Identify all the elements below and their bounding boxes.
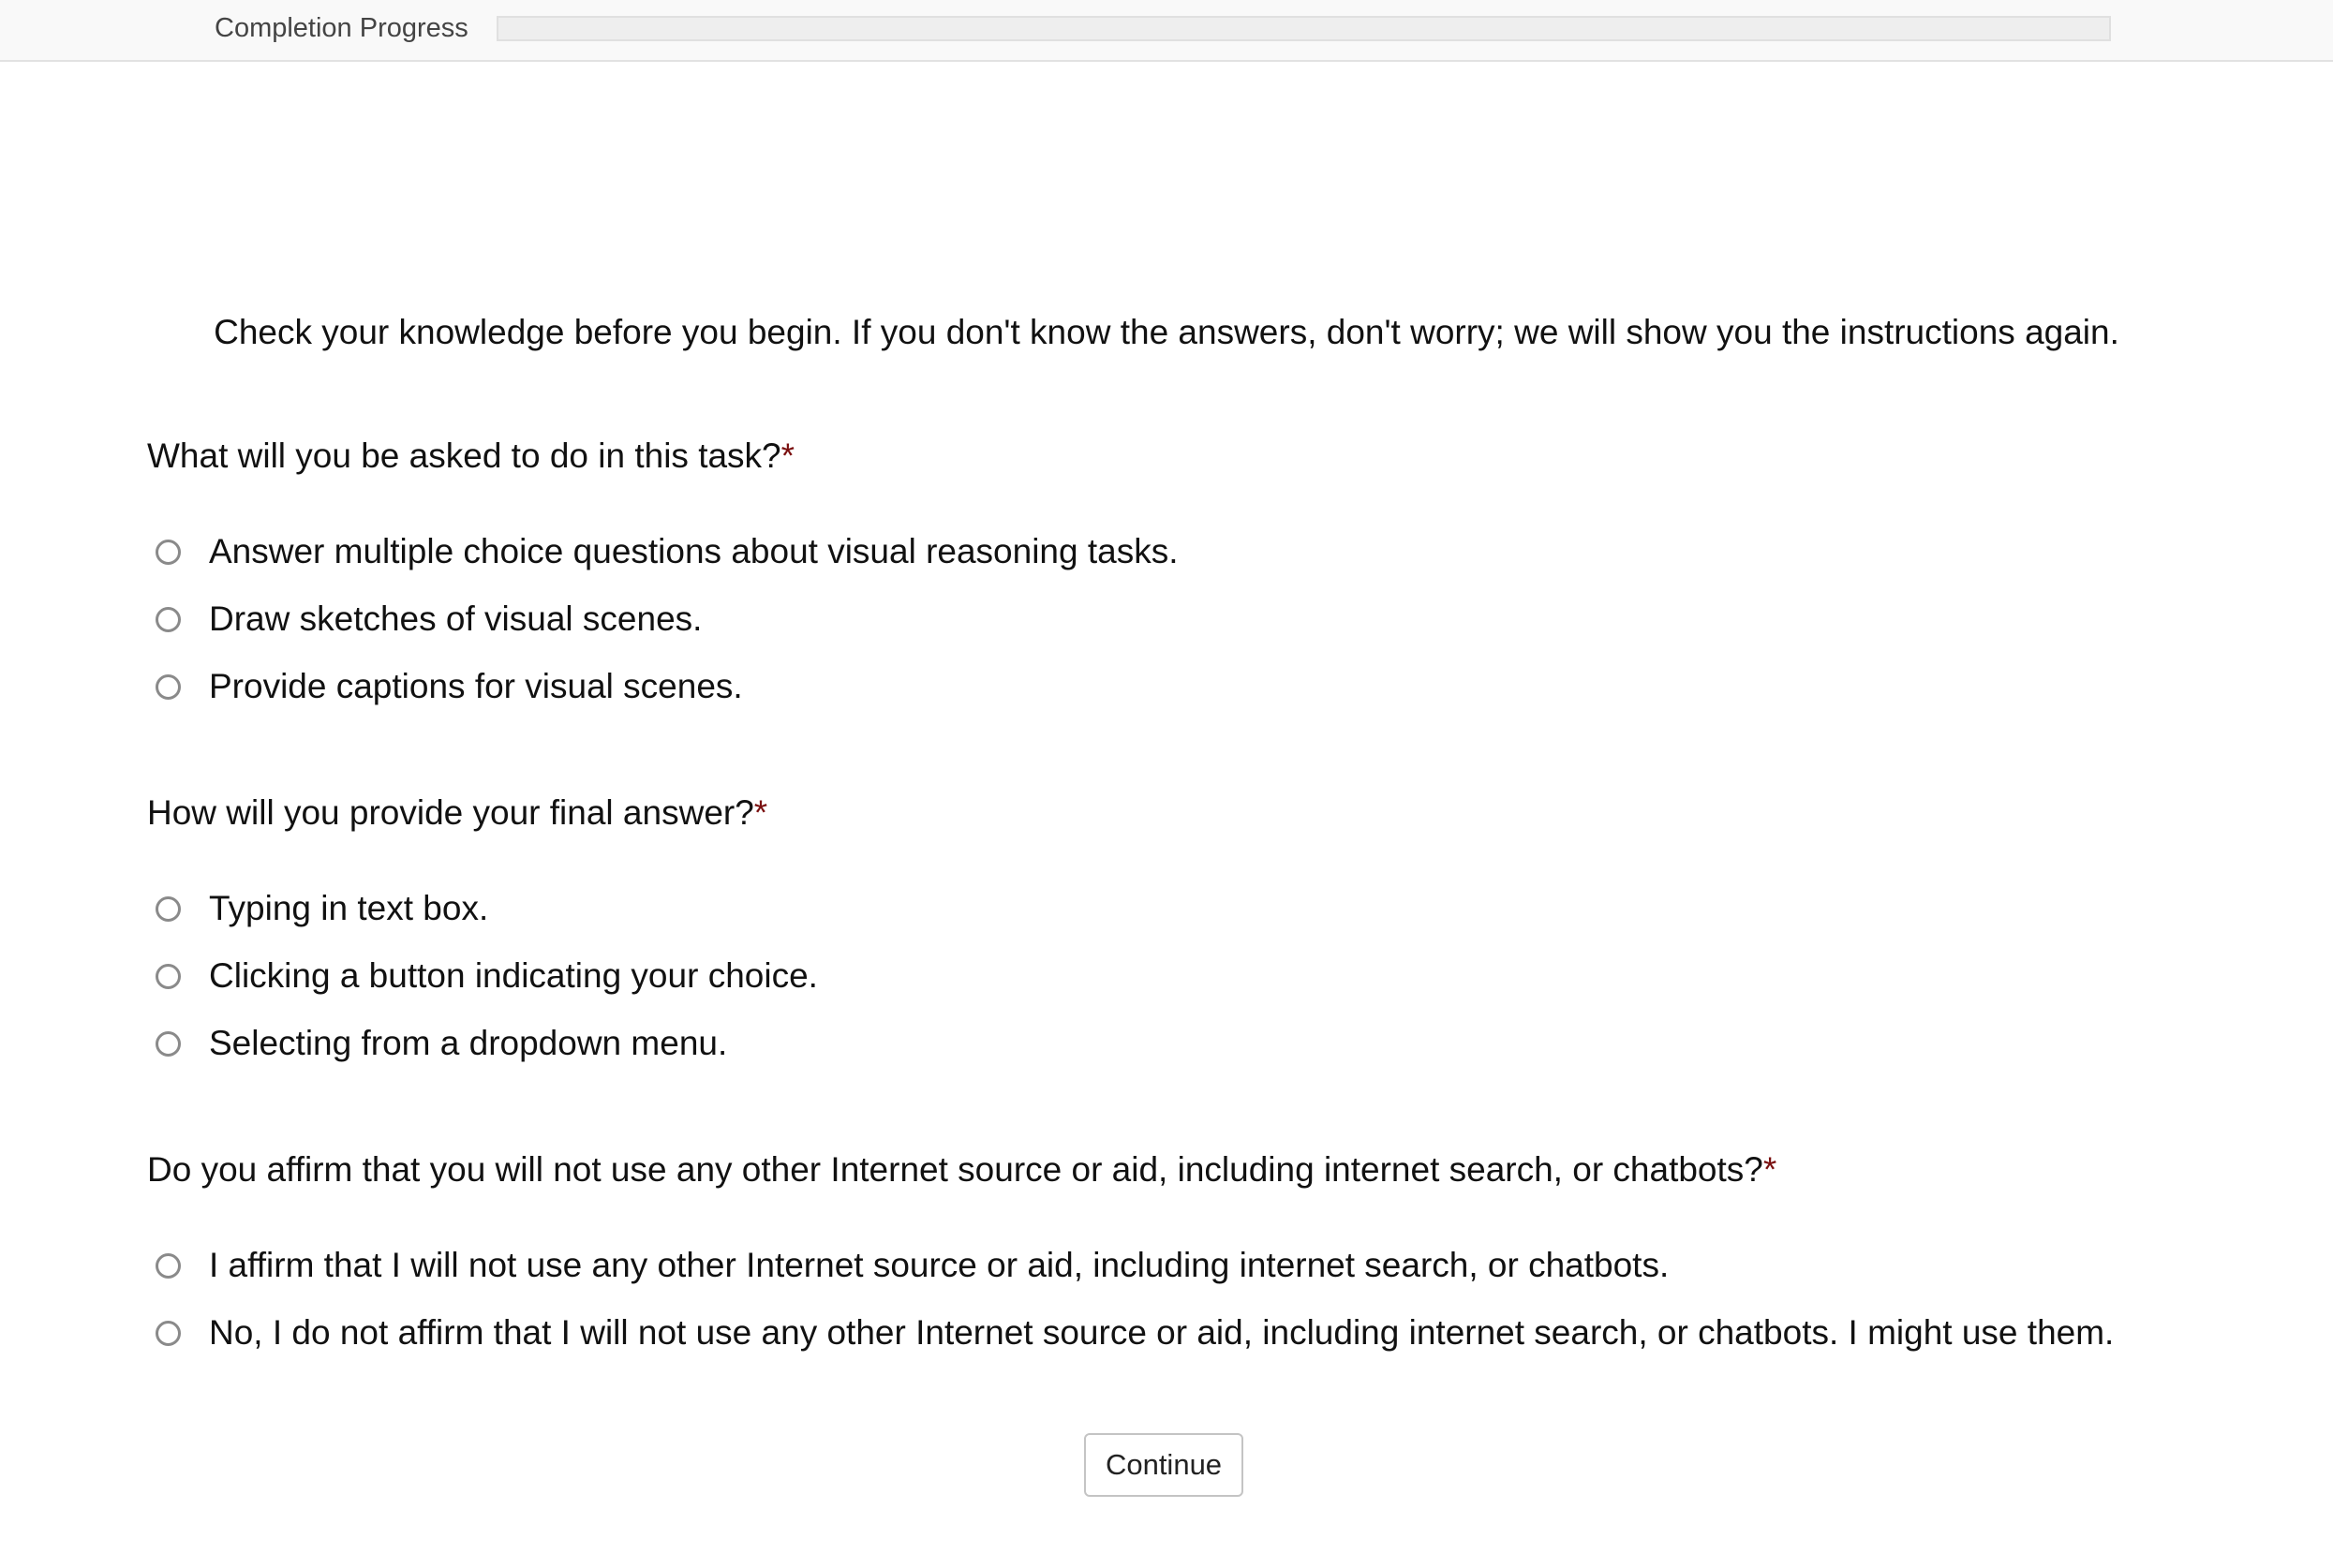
radio-button[interactable] <box>156 540 181 565</box>
option-label[interactable]: Answer multiple choice questions about visual reasoning tasks. <box>209 532 1179 570</box>
progress-label: Completion Progress <box>215 13 468 43</box>
radio-button[interactable] <box>156 1253 181 1279</box>
q2-option-2[interactable] <box>156 953 818 999</box>
q1-option-2[interactable] <box>156 596 702 643</box>
required-marker: * <box>1762 1150 1777 1189</box>
option-label[interactable]: Provide captions for visual scenes. <box>209 667 743 705</box>
question-1 <box>147 433 795 480</box>
radio-button[interactable] <box>156 896 181 922</box>
option-label[interactable]: No, I do not affirm that I will not use any other Internet source or aid, including internet search, or chatbots. I might use them. <box>209 1313 2115 1352</box>
q3-option-2[interactable] <box>156 1309 2114 1356</box>
question-3-text: Do you affirm that you will not use any other Internet source or aid, including internet search, or chatbots? <box>147 1150 1763 1189</box>
option-label[interactable]: Clicking a button indicating your choice. <box>209 956 818 995</box>
radio-button[interactable] <box>156 1031 181 1057</box>
radio-button[interactable] <box>156 964 181 989</box>
option-label[interactable]: Selecting from a dropdown menu. <box>209 1024 728 1062</box>
question-1-text: What will you be asked to do in this task? <box>147 436 781 475</box>
required-marker: * <box>753 793 768 832</box>
radio-button[interactable] <box>156 1321 181 1346</box>
q1-option-1[interactable] <box>156 528 1179 575</box>
q2-option-3[interactable] <box>156 1020 727 1067</box>
radio-button[interactable] <box>156 674 181 700</box>
q1-option-3[interactable] <box>156 663 743 710</box>
progress-bar <box>497 16 2111 41</box>
continue-button[interactable]: Continue <box>1084 1433 1243 1497</box>
intro-text: Check your knowledge before you begin. If you don't know the answers, don't worry; we will show you the instructions again. <box>214 313 2119 351</box>
option-label[interactable]: I affirm that I will not use any other Internet source or aid, including internet search, or chatbots. <box>209 1246 1670 1284</box>
q2-option-1[interactable] <box>156 885 488 932</box>
progress-header <box>0 0 2333 62</box>
required-marker: * <box>780 436 795 475</box>
question-2-text: How will you provide your final answer? <box>147 793 754 832</box>
question-2 <box>147 790 767 836</box>
option-label[interactable]: Draw sketches of visual scenes. <box>209 599 703 638</box>
q3-option-1[interactable] <box>156 1242 1669 1289</box>
radio-button[interactable] <box>156 607 181 632</box>
question-3 <box>147 1146 1776 1193</box>
option-label[interactable]: Typing in text box. <box>209 889 489 927</box>
